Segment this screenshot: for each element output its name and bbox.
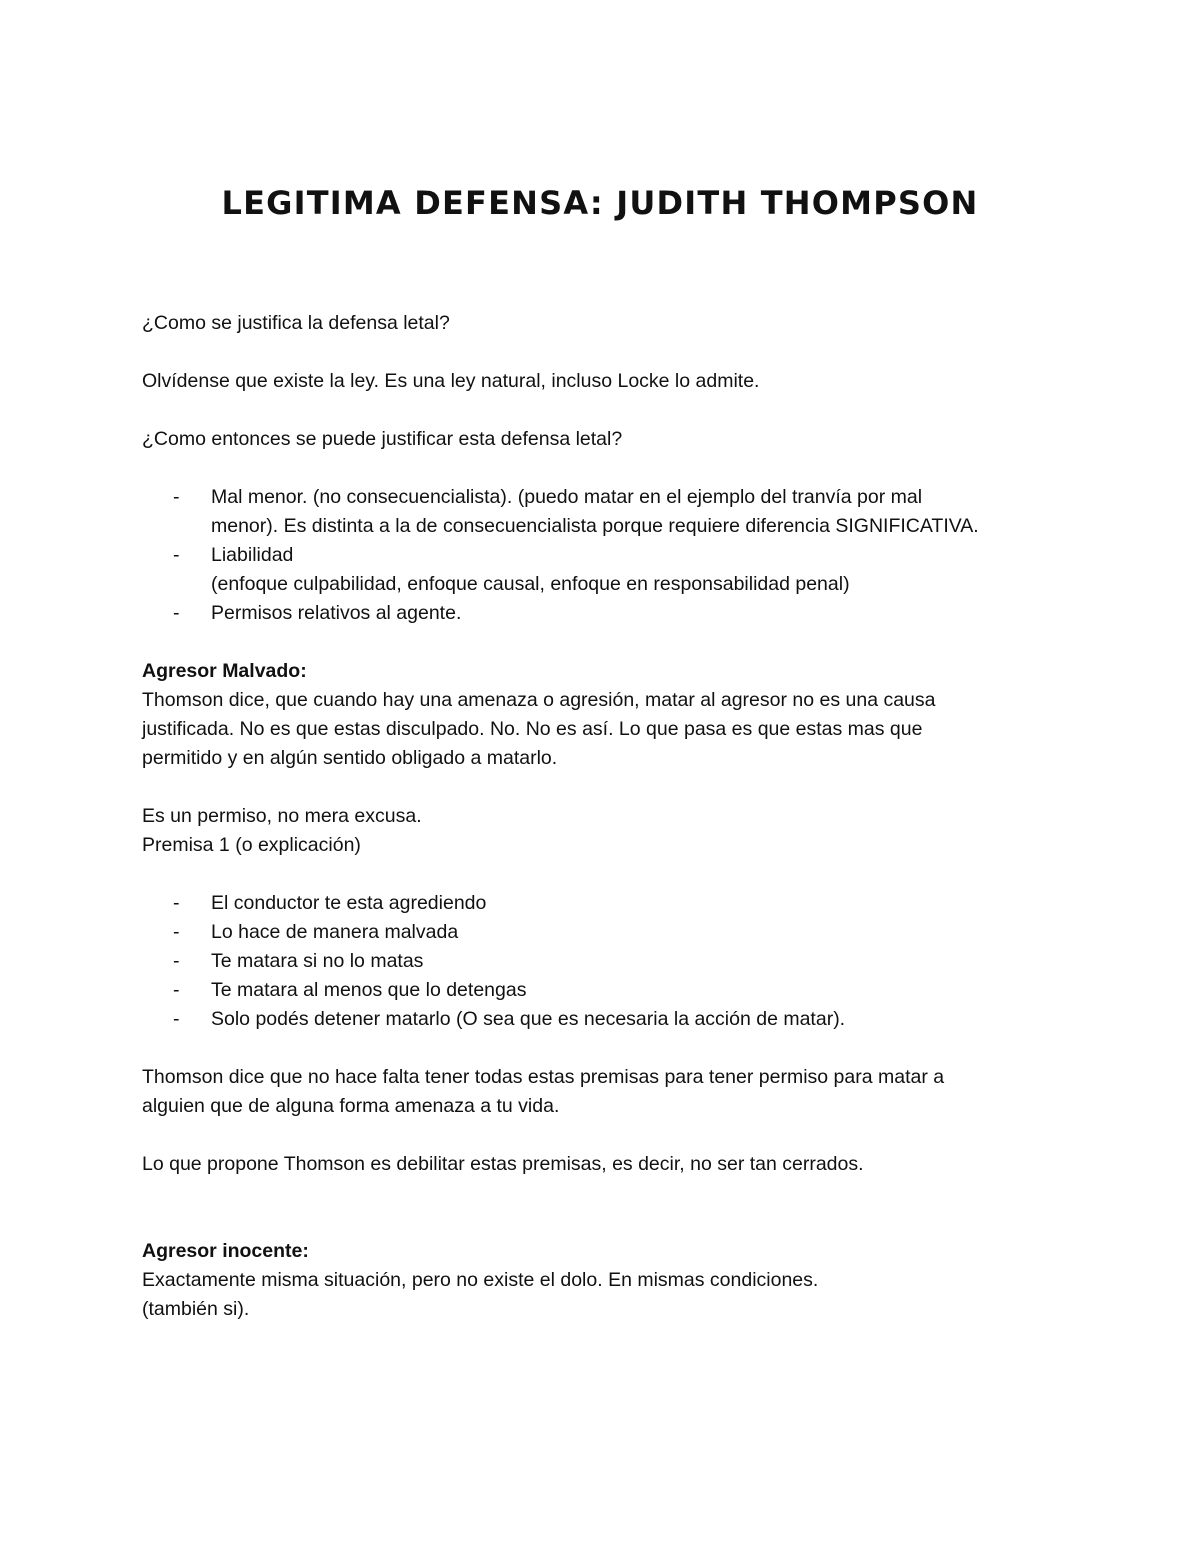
list-item-text: Te matara al menos que lo detengas [211,979,527,1001]
bullet-dash: - [173,486,180,508]
justifications-list [142,483,1062,628]
paragraph-line: (también si). [142,1298,250,1320]
bullet-dash: - [173,979,180,1001]
list-item [142,918,1062,947]
list-item-text: Mal menor. (no consecuencialista). (puedo matar en el ejemplo del tranvía por mal [211,486,923,508]
list-item [142,1005,1062,1034]
list-item [142,976,1062,1005]
list-item-text: (enfoque culpabilidad, enfoque causal, enfoque en responsabilidad penal) [211,573,850,595]
list-item [142,483,1062,541]
section-heading-agresor-malvado: Agresor Malvado: [142,660,307,682]
list-item-text: Solo podés detener matarlo (O sea que es necesaria la acción de matar). [211,1008,846,1030]
paragraph-permiso: Es un permiso, no mera excusa. [142,805,422,827]
bullet-dash: - [173,602,180,624]
document-title: LEGITIMA DEFENSA: JUDITH THOMPSON [221,184,979,222]
question-justify: ¿Como entonces se puede justificar esta defensa letal? [142,428,623,450]
list-item [142,599,1062,628]
list-item-text: El conductor te esta agrediendo [211,892,487,914]
paragraph-natural-law: Olvídense que existe la ley. Es una ley natural, incluso Locke lo admite. [142,370,760,392]
list-item-text: menor). Es distinta a la de consecuencialista porque requiere diferencia SIGNIFICATIVA. [211,515,979,537]
bullet-dash: - [173,921,180,943]
bullet-dash: - [173,892,180,914]
paragraph-line: alguien que de alguna forma amenaza a tu vida. [142,1095,560,1117]
list-item-text: Permisos relativos al agente. [211,602,462,624]
list-item-text: Lo hace de manera malvada [211,921,459,943]
paragraph-line: Thomson dice, que cuando hay una amenaza o agresión, matar al agresor no es una causa [142,689,936,711]
list-item-text: Te matara si no lo matas [211,950,424,972]
paragraph-premisa: Premisa 1 (o explicación) [142,834,361,856]
bullet-dash: - [173,950,180,972]
list-item [142,541,1062,599]
paragraph-propuesta: Lo que propone Thomson es debilitar estas premisas, es decir, no ser tan cerrados. [142,1153,864,1175]
bullet-dash: - [173,544,180,566]
paragraph-line: Thomson dice que no hace falta tener todas estas premisas para tener permiso para matar a [142,1066,945,1088]
document-body [142,309,1062,1324]
premisas-list [142,889,1062,1034]
paragraph-line: justificada. No es que estas disculpado. No. No es así. Lo que pasa es que estas mas que [142,718,923,740]
paragraph-line: Exactamente misma situación, pero no existe el dolo. En mismas condiciones. [142,1269,819,1291]
paragraph-line: permitido y en algún sentido obligado a matarlo. [142,747,558,769]
list-item [142,947,1062,976]
section-heading-agresor-inocente: Agresor inocente: [142,1240,309,1262]
list-item [142,889,1062,918]
bullet-dash: - [173,1008,180,1030]
list-item-text: Liabilidad [211,544,294,566]
question-lethal-defense: ¿Como se justifica la defensa letal? [142,312,450,334]
